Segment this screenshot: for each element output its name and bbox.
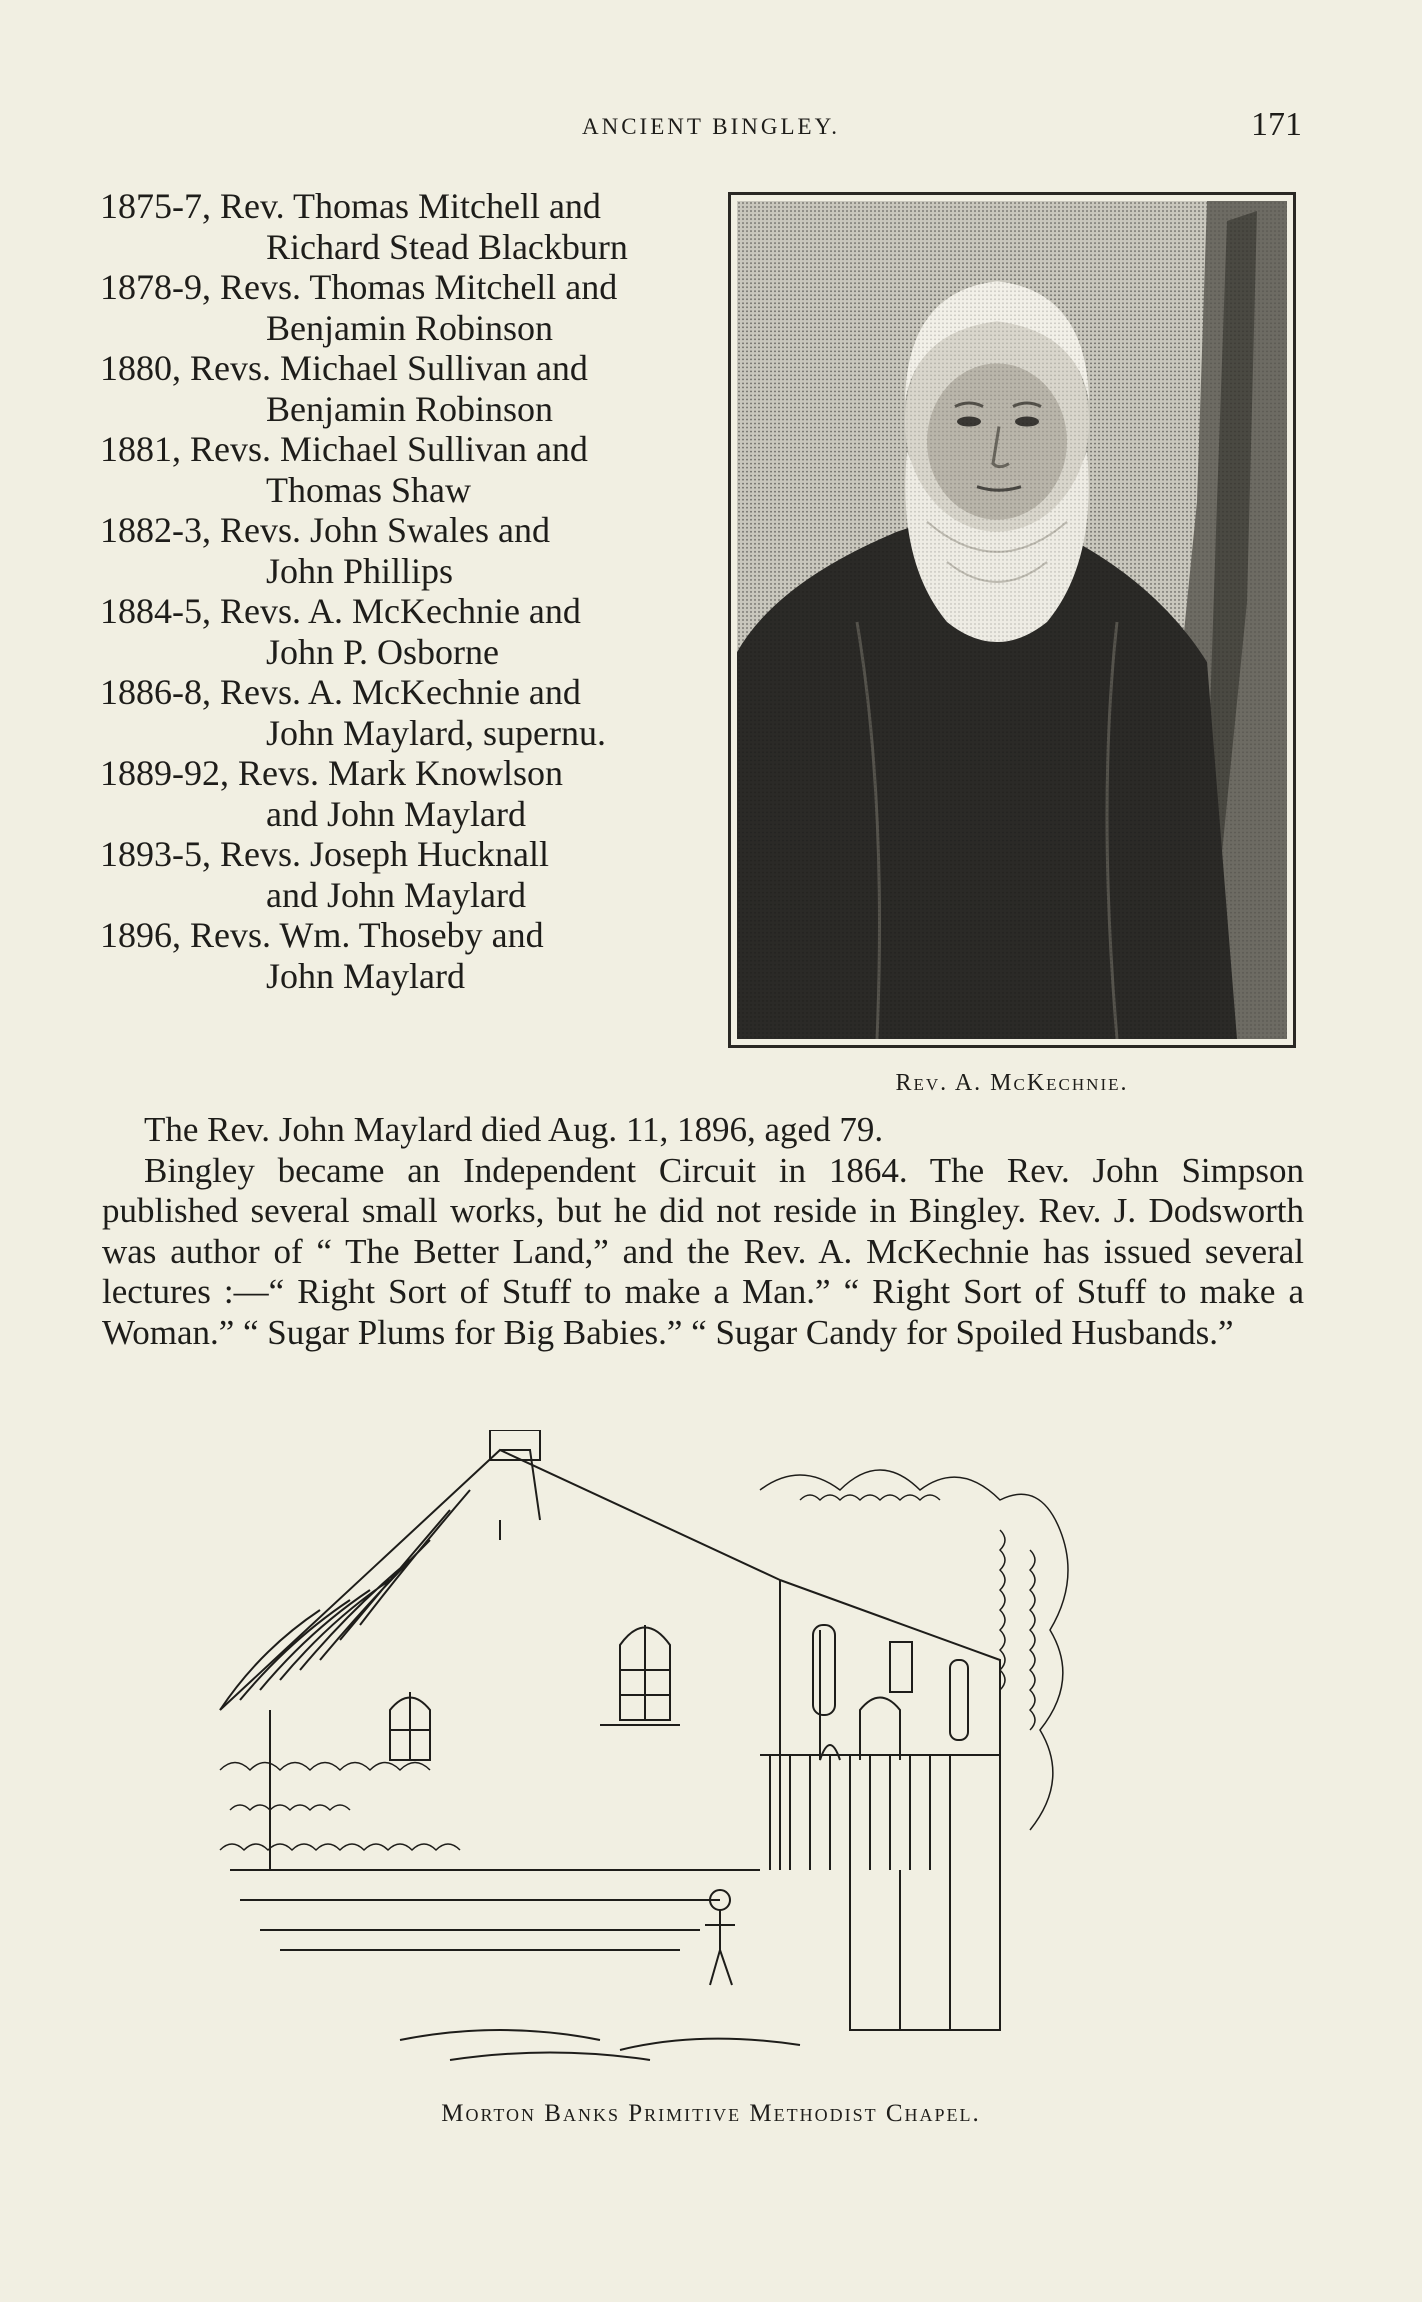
entry-line2: Thomas Shaw: [266, 469, 471, 510]
chapel-illustration: [200, 1430, 1200, 2090]
entry-line1: Revs. A. McKechnie and: [220, 672, 581, 712]
minister-entry: [100, 186, 700, 267]
entry-years: 1896,: [100, 915, 181, 955]
paragraph: Bingley became an Independent Circuit in 1864. The Rev. John Simpson published several small works, but he did not reside in Bingley. Rev. J. Dodsworth was author of “ The Better Land,” and the Rev. A. McKechnie has issued several lectures :—“ Right Sort of Stuff to make a Man.” “ Right Sort of Stuff to make a Woman.” “ Sugar Plums for Big Babies.” “ Sugar Candy for Spoiled Husbands.”: [102, 1150, 1304, 1352]
entry-years: 1886-8,: [100, 672, 211, 712]
portrait-image: [737, 201, 1287, 1039]
minister-entry: [100, 267, 700, 348]
entry-line2: Benjamin Robinson: [266, 388, 553, 429]
portrait-photo: [728, 192, 1296, 1048]
minister-entry: [100, 591, 700, 672]
body-text: [102, 1110, 1304, 1353]
entry-line1: Revs. Thomas Mitchell and: [220, 267, 618, 307]
entry-line1: Revs. Michael Sullivan and: [190, 348, 588, 388]
entry-line1: Revs. Mark Knowlson: [238, 753, 563, 793]
entry-years: 1882-3,: [100, 510, 211, 550]
minister-entry: [100, 672, 700, 753]
entry-years: 1875-7,: [100, 186, 211, 226]
entry-line2: Richard Stead Blackburn: [266, 226, 628, 267]
chapel-drawing: [200, 1430, 1200, 2090]
entry-line2: John Maylard: [266, 955, 465, 996]
minister-entry: [100, 429, 700, 510]
entry-line2: John Phillips: [266, 550, 454, 591]
entry-line1: Rev. Thomas Mitchell and: [220, 186, 601, 226]
chapel-caption: Morton Banks Primitive Methodist Chapel.: [441, 2100, 981, 2127]
minister-entry: [100, 834, 700, 915]
entry-years: 1880,: [100, 348, 181, 388]
entry-line2: and John Maylard: [266, 874, 526, 915]
paragraph: The Rev. John Maylard died Aug. 11, 1896, aged 79.: [144, 1110, 884, 1149]
entry-line2: and John Maylard: [266, 793, 526, 834]
page-number: 171: [1251, 106, 1302, 143]
portrait-caption: Rev. A. McKechnie.: [895, 1070, 1129, 1096]
minister-entry: [100, 510, 700, 591]
running-title: ANCIENT BINGLEY.: [582, 114, 840, 139]
minister-entry: [100, 915, 700, 996]
entry-line1: Revs. John Swales and: [220, 510, 550, 550]
entry-line2: Benjamin Robinson: [266, 307, 553, 348]
entry-years: 1893-5,: [100, 834, 211, 874]
minister-entry: [100, 753, 700, 834]
entry-line2: John Maylard, supernu.: [266, 712, 606, 753]
entry-line1: Revs. A. McKechnie and: [220, 591, 581, 631]
entry-years: 1889-92,: [100, 753, 229, 793]
entry-line1: Revs. Wm. Thoseby and: [190, 915, 544, 955]
entry-line1: Revs. Joseph Hucknall: [220, 834, 549, 874]
ministers-list: [100, 186, 700, 996]
entry-years: 1884-5,: [100, 591, 211, 631]
minister-entry: [100, 348, 700, 429]
entry-line2: John P. Osborne: [266, 631, 500, 672]
entry-line1: Revs. Michael Sullivan and: [190, 429, 588, 469]
entry-years: 1881,: [100, 429, 181, 469]
entry-years: 1878-9,: [100, 267, 211, 307]
